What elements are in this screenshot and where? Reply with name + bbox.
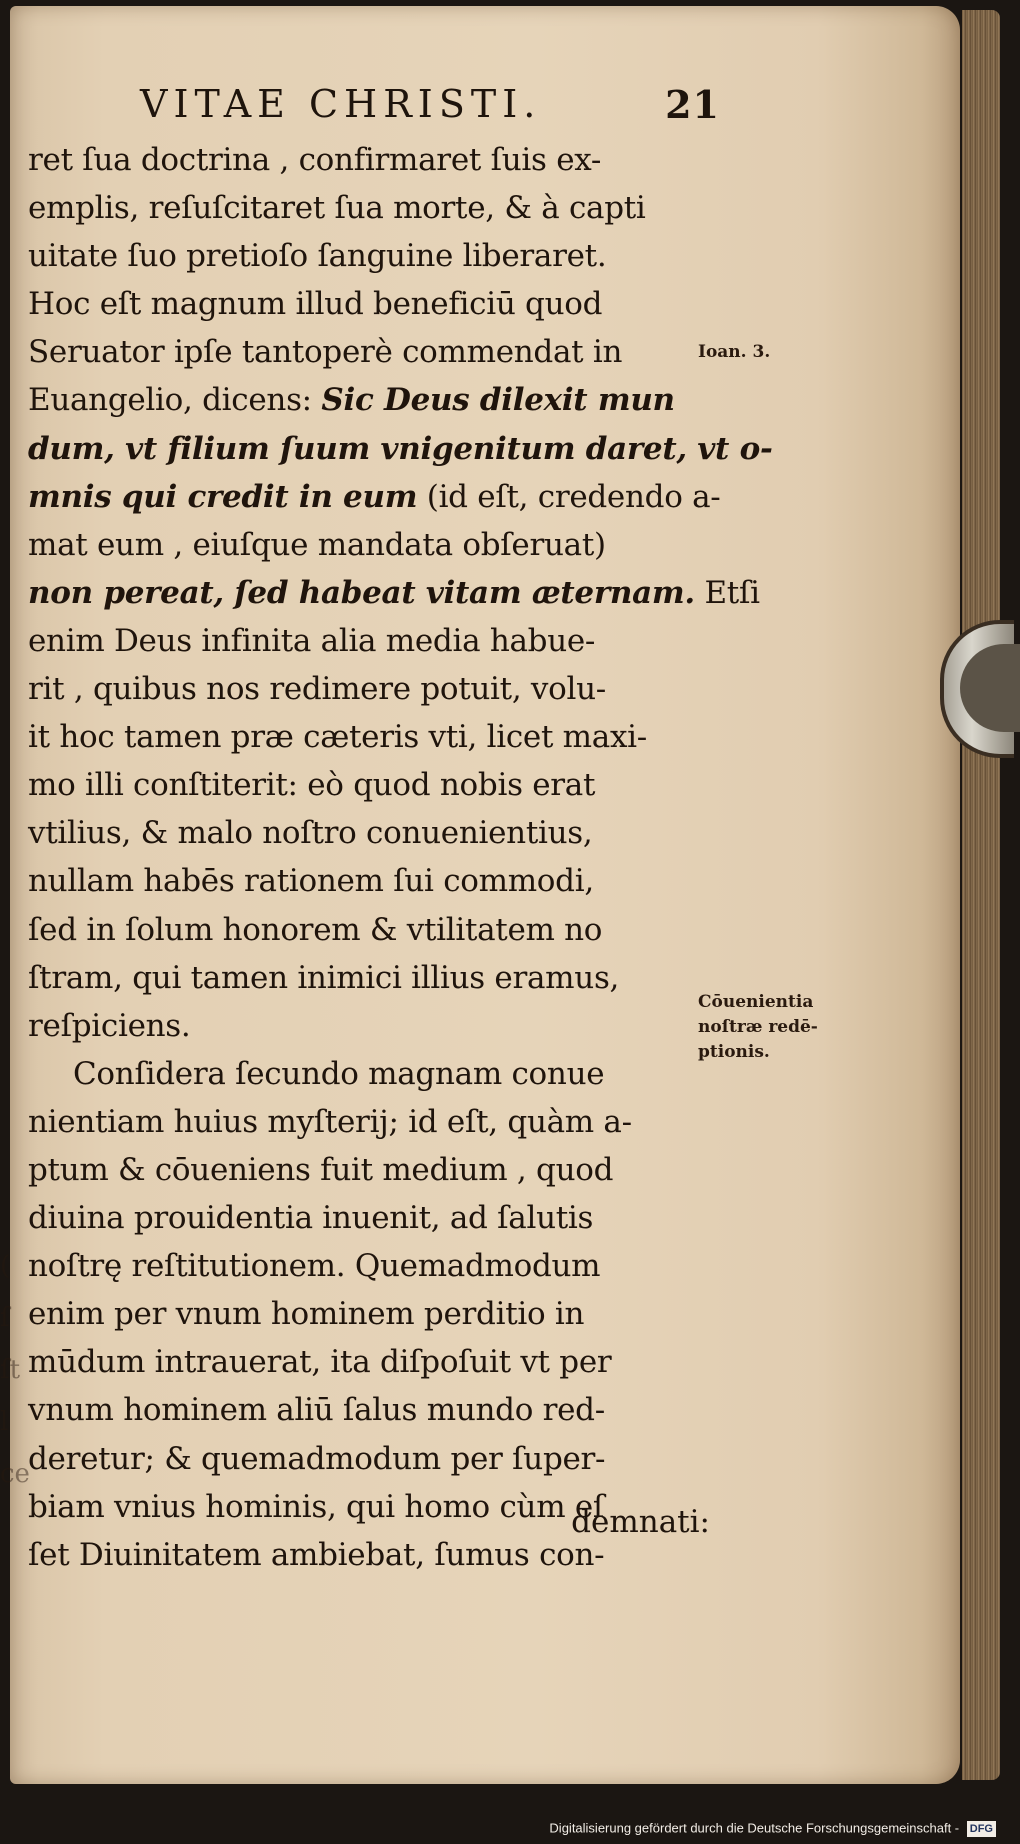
text-segment: vnum hominem aliū ſalus mundo red- [28, 1392, 605, 1429]
text-segment: uitate ſuo pretioſo ſanguine liberaret. [28, 238, 607, 275]
text-line [28, 617, 708, 665]
text-segment: Euangelio, dicens: [28, 382, 322, 419]
text-segment: enim Deus infinita alia media habue- [28, 622, 596, 659]
text-line [28, 954, 708, 1002]
text-line [28, 665, 708, 713]
italic-quote: mnis qui credit in eum [28, 478, 418, 515]
folio-number: 21 [665, 82, 720, 127]
text-line [28, 857, 708, 905]
text-line [28, 328, 708, 376]
text-line [28, 184, 708, 232]
text-segment: noſtrę reſtitutionem. Quemadmodum [28, 1248, 601, 1285]
text-segment: ſet Diuinitatem ambiebat, ſumus con- [28, 1536, 605, 1573]
text-line [28, 809, 708, 857]
text-line [28, 713, 708, 761]
text-segment: nientiam huius myſterij; id eſt, quàm a- [28, 1103, 632, 1140]
margin-note-line: ptionis. [698, 1042, 770, 1062]
margin-note-line: Cōuenientia [698, 992, 814, 1012]
text-segment: rit , quibus nos redimere potuit, volu- [28, 671, 606, 708]
text-line [28, 280, 708, 328]
text-line [28, 1098, 708, 1146]
text-segment: (id eſt, credendo a- [417, 478, 721, 515]
text-line [28, 232, 708, 280]
margin-note-scripture: Ioan. 3. [698, 342, 771, 362]
text-segment: emplis, reſuſcitaret ſua morte, & à capti [28, 190, 646, 227]
facing-page-bleed: ( ſ ſt l ce [0, 1251, 30, 1489]
text-line [28, 425, 773, 473]
text-segment: mūdum intrauerat, ita diſpoſuit vt per [28, 1344, 612, 1381]
running-head-title: VITAE CHRISTI. [140, 82, 542, 126]
running-head [140, 82, 720, 138]
text-segment: it hoc tamen præ cæteris vti, licet maxi- [28, 719, 647, 756]
digitization-footer [549, 1816, 996, 1840]
text-line [28, 1386, 708, 1434]
text-segment: ptum & cōueniens fuit medium , quod [28, 1151, 614, 1188]
text-segment: ſtram, qui tamen inimici illius eramus, [28, 959, 620, 996]
text-segment: deretur; & quemadmodum per ſuper- [28, 1440, 606, 1477]
text-line [28, 1194, 708, 1242]
text-segment: Hoc eſt magnum illud beneficiū quod [28, 286, 603, 323]
italic-quote: dum, vt filium ſuum vnigenitum daret, vt o- [28, 430, 773, 467]
text-segment: Etſi [694, 574, 760, 611]
margin-note-convenience [698, 990, 818, 1065]
text-segment: reſpiciens. [28, 1007, 191, 1044]
text-segment: Conſidera ſecundo magnam conue [73, 1055, 605, 1092]
page-edges [962, 10, 1000, 1780]
italic-quote: Sic Deus dilexit mun [321, 382, 675, 419]
dfg-logo: DFG [967, 1821, 996, 1837]
text-line [28, 136, 708, 184]
margin-note-line: noſtræ redē- [698, 1017, 818, 1037]
text-line [28, 1050, 708, 1098]
text-line [28, 569, 760, 617]
text-segment: vtilius, & malo noſtro conuenientius, [28, 815, 593, 852]
text-segment: ſed in ſolum honorem & vtilitatem no [28, 911, 603, 948]
text-line [28, 1290, 708, 1338]
text-line [28, 1242, 708, 1290]
footer-text: Digitalisierung gefördert durch die Deutsche Forschungsgemeinschaft - [549, 1820, 960, 1836]
text-segment: Seruator ipſe tantoperè commendat in [28, 334, 623, 371]
clasp-hole [960, 644, 1020, 732]
text-line [28, 1338, 708, 1386]
text-line [28, 1435, 708, 1483]
text-line [28, 1146, 708, 1194]
catchword: demnati: [571, 1504, 710, 1540]
text-line [28, 1002, 708, 1050]
italic-quote: non pereat, ſed habeat vitam æternam. [28, 574, 695, 611]
text-segment: nullam habēs rationem ſui commodi, [28, 863, 594, 900]
text-line [28, 473, 721, 521]
text-segment: biam vnius hominis, qui homo cùm eſ [28, 1488, 605, 1525]
text-line [28, 761, 708, 809]
text-line [28, 906, 708, 954]
text-segment: mo illi conſtiterit: eò quod nobis erat [28, 767, 596, 804]
text-segment: diuina prouidentia inuenit, ad ſalutis [28, 1200, 594, 1237]
text-line [28, 521, 708, 569]
text-segment: mat eum , eiuſque mandata obſeruat) [28, 526, 606, 563]
text-segment: ret ſua doctrina , confirmaret ſuis ex- [28, 142, 602, 178]
text-line [28, 376, 708, 424]
text-segment: enim per vnum hominem perditio in [28, 1296, 585, 1333]
